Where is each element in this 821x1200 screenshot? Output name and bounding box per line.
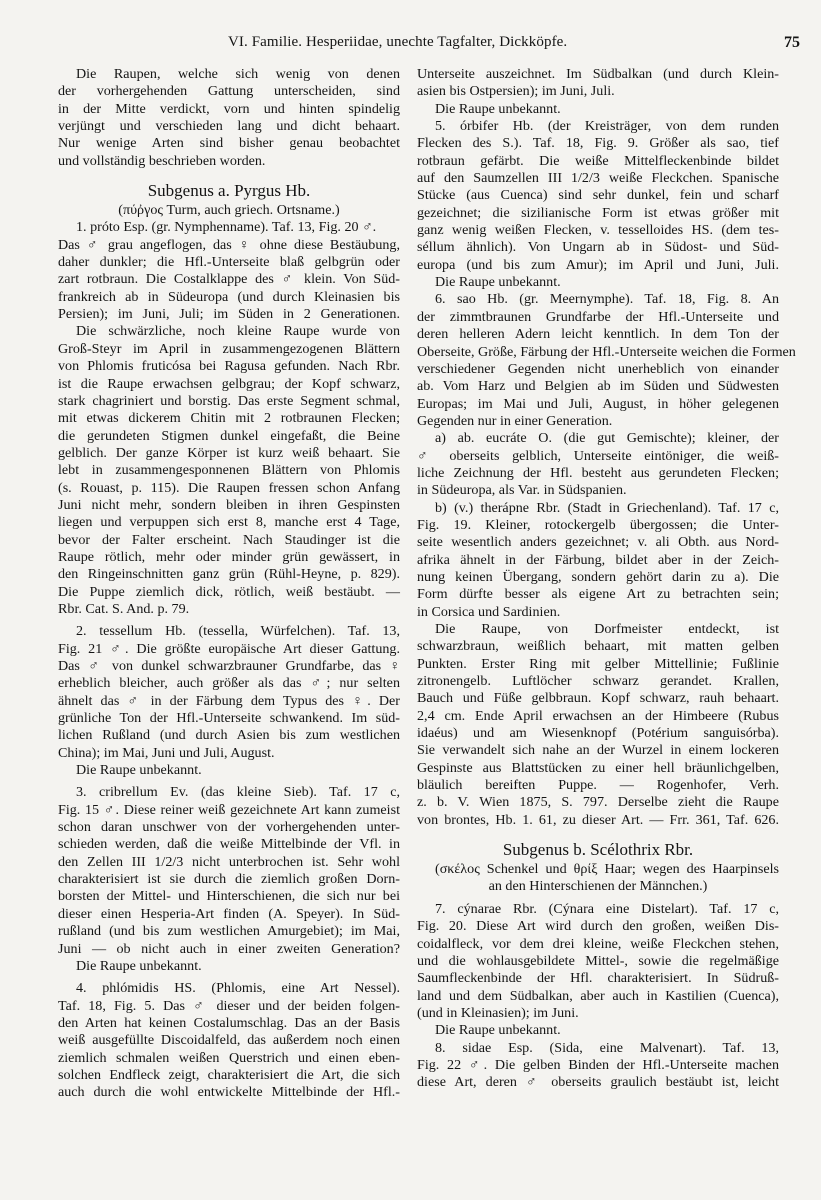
text-line: europa (und bis zum Amur); im April und Juni, Juli. [417,256,779,273]
text-line: Taf. 18, Fig. 5. Das ♂ dieser und der beiden folgen- [58,997,400,1014]
text-line: Raupe rötlich, mehr oder minder grün gewässert, in [58,548,400,565]
text-line: auf den Saumzellen III 1/2/3 weiße Fleckchen. Spanische [417,170,779,187]
text-line: Die Raupen, welche sich wenig von denen [76,66,400,82]
text-line: 8. sidae Esp. (Sida, eine Malvenart). Taf. 13, [435,1039,779,1056]
text-line: ganz wenig weißen Flecken, v. tesselloides HS. (dem tes- [417,222,779,239]
text-line: weiß ausgefüllte Discoidalfeld, das außerdem noch einen [58,1032,400,1049]
text-line: gezeichnet; die sizilianische Form ist etwas größer mit [417,204,779,221]
text-line: Fig. 22 ♂. Die gelben Binden der Hfl.-Unterseite machen [417,1056,779,1073]
text-line: diese Art, deren ♂ oberseits graulich bestäubt ist, leicht [417,1074,779,1091]
text-line: Fig. 19. Kleiner, rotockergelb übergossen; die Unter- [417,516,779,533]
text-line: Unterseite auszeichnet. Im Südbalkan (und durch Klein- [417,66,779,82]
spacer [58,170,400,180]
text-line: und die wohlausgebildete Mittel-, sowie die regelmäßige [417,952,779,969]
text-line: 4. phlómidis HS. (Phlomis, eine Art Nessel). [76,980,400,997]
text-line: China); im Mai, Juni und Juli, August. [58,744,275,761]
text-line: Rbr. Cat. S. And. p. 79. [58,600,190,617]
text-line: Europas; im Mai und Juli, August, in höher gelegenen [417,395,779,412]
text-line: erheblich bleicher, auch größer als das ♂; nur selten [58,675,400,692]
text-line: Punkten. Erster Ring mit gelber Mittellinie; Fußlinie [417,655,779,672]
text-line: Persien); im Juni, Juli; im Süden in 2 Generationen. [58,306,400,323]
text-line: Die schwärzliche, noch kleine Raupe wurde von [76,323,400,340]
text-line: Die Raupe unbekannt. [435,100,561,117]
text-line: auch durch die wohl entwickelte Mittelbinde der Hfl.- [58,1084,400,1101]
text-line: 1. próto Esp. (gr. Nymphenname). Taf. 13, Fig. 20 ♂. [76,219,377,236]
text-line: z. b. V. Wien 1875, S. 797. Derselbe zieht die Raupe [417,794,779,811]
text-line: zart rotbraun. Die Costalklappe des ♂ klein. Von Süd- [58,271,400,288]
text-line: borsten der Mittel- und Hinterschienen, die sich nur bei [58,888,400,905]
text-line: in Südeuropa, als Var. in Südspanien. [417,482,627,499]
page-header [60,34,800,58]
text-line: asien bis Ostpersien); im Juni, Juli. [417,83,615,100]
text-line: lebt in zusammengesponnenen Blättern von Phlomis [58,462,400,479]
text-line: (s. Rouast, p. 115). Die Raupen fressen schon Anfang [58,479,400,496]
text-line: Juni nicht mehr, sondern bleiben in ihren Gespinsten [58,496,400,513]
text-line: Das ♂ grau angeflogen, das ♀ ohne diese Bestäubung, [58,236,400,253]
text-line: der zimmtbraunen Grundfarbe der Hfl.-Unterseite und [417,308,779,325]
spacer [417,829,779,839]
text-line: dieser einen Hesperia-Art finden (A. Speyer). In Süd- [58,905,400,922]
text-line: schon daran unschwer von der vorhergehenden unter- [58,819,400,836]
text-line: rotbraun gefärbt. Die weiße Mittelfleckenbinde bildet [417,152,779,169]
text-line: von Phlomis fruticósa bei Ragusa gefunden. Nach Rbr. [58,358,400,375]
text-line: verschiedener Gegenden nicht unerheblich von einander [417,360,779,377]
text-line: 6. sao Hb. (gr. Meernymphe). Taf. 18, Fig. 8. An [435,291,779,308]
text-line: daher dunkler; die Hfl.-Unterseite blaß gelbgrün oder [58,254,400,271]
text-line: zitronengelb. Luftlöcher schwarz gerandet. Krallen, [417,673,779,690]
subgenus-heading: Subgenus b. Scélothrix Rbr. [502,840,694,860]
page-number: 75 [784,34,800,51]
subgenus-heading: Subgenus a. Pyrgus Hb. [147,181,311,201]
text-line: Fig. 21 ♂. Die größte europäische Art dieser Gattung. [58,640,400,657]
text-line: den Zellen III 1/2/3 nicht unterbrochen ist. Sehr wohl [58,853,400,870]
text-line: 7. cýnarae Rbr. (Cýnara eine Distelart). Taf. 17 c, [435,900,779,917]
text-line: rußland (und bis zum westlichen Amurgebiet); im Mai, [58,923,400,940]
text-line: Die Raupe unbekannt. [435,274,561,291]
text-line: (und in Kleinasien); im Juni. [417,1004,579,1021]
text-line: Die Puppe ziemlich dick, rötlich, weiß bestäubt. — [58,583,400,600]
right-column [417,66,796,1092]
text-line: 2. tessellum Hb. (tessella, Würfelchen). Taf. 13, [76,623,400,640]
text-line: deren helleren Adern leicht kenntlich. In dem Ton der [417,326,779,343]
text-line: Die Raupe, von Dorfmeister entdeckt, ist [435,621,779,637]
text-line: a) ab. eucráte O. (die gut Gemischte); kleiner, der [435,430,779,447]
text-line: séllum ähnlich). Von Ungarn ab in Südost- und Süd- [417,239,779,256]
text-line: grünliche Ton der Hfl.-Unterseite schwankend. Im süd- [58,710,400,727]
text-line: solchen Endfleck zeigt, charakterisiert die Art, die sich [58,1066,400,1083]
left-column [58,66,400,1102]
text-line: verjüngt und verschieden lang und dicht behaart. [58,118,400,135]
text-line: und vollständig beschrieben worden. [58,152,266,169]
text-line: bevor der Falter erscheint. Nach Staudinger ist die [58,531,400,548]
text-line: b) (v.) therápne Rbr. (Stadt in Griechenland). Taf. 17 c, [435,499,779,516]
text-line: liegen und verpuppen sich erst 8, manche erst 4 Tage, [58,514,400,531]
text-line: an den Hinterschienen der Männchen.) [488,878,708,895]
text-line: land und dem Südbalkan, aber auch in Kastilien (Cuenca), [417,987,779,1004]
text-line: ab. Vom Harz und Belgien ab im Süden und Südwesten [417,378,779,395]
text-line: in Corsica und Sardinien. [417,603,561,620]
text-line: ist die Raupe erwachsen gelbgrau; der Kopf schwarz, [58,375,400,392]
text-line: ziemlich schmalen weißen Querstrich und einen eben- [58,1049,400,1066]
text-line: frankreich ab in Südeuropa (und durch Kleinasien bis [58,288,400,305]
text-line: liche Zeichnung der Hfl. besteht aus gerundeten Flecken; [417,464,779,481]
text-line: (σκέλος Schenkel und θρίξ Haar; wegen des Haarpinsels [435,861,779,878]
text-line: Die Raupe unbekannt. [76,762,202,779]
text-line: Die Raupe unbekannt. [76,957,202,974]
text-line: 3. cribrellum Ev. (das kleine Sieb). Taf. 17 c, [76,784,400,801]
text-line: ähnelt das ♂ in der Färbung dem Typus des ♀. Der [58,692,400,709]
text-line: Nur wenige Arten sind bisher genau beobachtet [58,135,400,152]
text-line: schieden werden, daß die weiße Mittelbinde der Vfl. in [58,836,400,853]
text-line: Bauch und Füße gelbbraun. Kopf schwarz, rauh behaart. [417,690,779,707]
text-line: charakterisiert ist sie durch die ziemlich großen Dorn- [58,871,400,888]
text-line: Groß-Steyr im April in zusammengezogenen Blättern [58,340,400,357]
text-line: ♂ oberseits gelblich, Unterseite eintöniger, die weiß- [417,447,779,464]
text-line: idaéus) und am Wiesenknopf (Potérium sanguisórba). [417,725,779,742]
text-line: mit etwas dickerem Chitin mit 2 rotbraunen Flecken; [58,410,400,427]
text-line: nung keinen Übergang, sondern gehört darin zu a). Die [417,568,779,585]
text-line: Stücke (aus Cuenca) sind sehr dunkel, fein und scharf [417,187,779,204]
text-line: Fig. 20. Diese Art wird durch den großen, weißen Dis- [417,918,779,935]
text-line: Gegenden nur in einer Generation. [417,412,613,429]
text-line: seite wesentlich anders gezeichnet; v. ali Obth. aus Nord- [417,534,779,551]
text-line: Das ♂ von dunkel schwarzbrauner Grundfarbe, das ♀ [58,658,400,674]
text-line: Sie verwandelt sich nahe an der Wurzel in einem lockeren [417,742,779,759]
text-line: Die Raupe unbekannt. [435,1022,561,1039]
text-line: Fig. 15 ♂. Diese reiner weiß gezeichnete Art kann zumeist [58,801,400,818]
running-title: VI. Familie. Hesperiidae, unechte Tagfalter, Dickköpfe. [228,34,568,50]
text-line: den Arten hat keinen Costalumschlag. Das an der Basis [58,1014,400,1031]
text-line: Oberseite, Größe, Färbung der Hfl.-Unterseite weichen die Formen [417,343,796,360]
text-line: afrika ähnelt in der Färbung, bildet aber in der Zeich- [417,551,779,568]
text-line: schwarzbraun, weißlich behaart, mit matten gelben [417,638,779,655]
text-line: lichen Rußland (und durch Asien bis zum westlichen [58,727,400,744]
text-line: 2,4 cm. Ende April erwachsen an der Himbeere (Rubus [417,707,779,724]
text-line: gelblich. Der ganze Körper ist kurz weiß behaart. Sie [58,444,400,461]
text-line: stark chagriniert und borstig. Das erste Segment schmal, [58,392,400,409]
text-line: bläulich bereiften Puppe. — Rogenhofer, Verh. [417,777,779,794]
text-line: 5. órbifer Hb. (der Kreisträger, von dem runden [435,118,779,135]
text-line: (πύῤγος Turm, auch griech. Ortsname.) [118,202,340,219]
text-line: den Ringeinschnitten ganz grün (Rühl-Heyne, p. 829). [58,566,400,583]
text-line: die gerundeten Stigmen dunkel eingefaßt, die Beine [58,427,400,444]
text-line: der vorhergehenden Gattung unterscheiden, sind [58,83,400,100]
text-line: coidalfleck, vor dem drei kleine, weiße Fleckchen stehen, [417,935,779,952]
text-line: von brontes, Hb. 1. 61, zu dieser Art. — Frr. 361, Taf. 626. [417,811,779,828]
text-line: in der Mitte verdickt, vorn und hinten spindelig [58,100,400,117]
text-line: Juni — ob nicht auch in einer zweiten Generation? [58,940,400,957]
text-line: Form dürfte besser als eigene Art zu betrachten sein; [417,586,779,603]
text-line: Saumfleckenbinde der Hfl. charakterisiert. In Südruß- [417,970,779,987]
text-line: Gespinste aus Blattstücken zu einer hell bräunlichgelben, [417,759,779,776]
text-line: Flecken des S.). Taf. 18, Fig. 9. Größer als sao, tief [417,135,779,152]
